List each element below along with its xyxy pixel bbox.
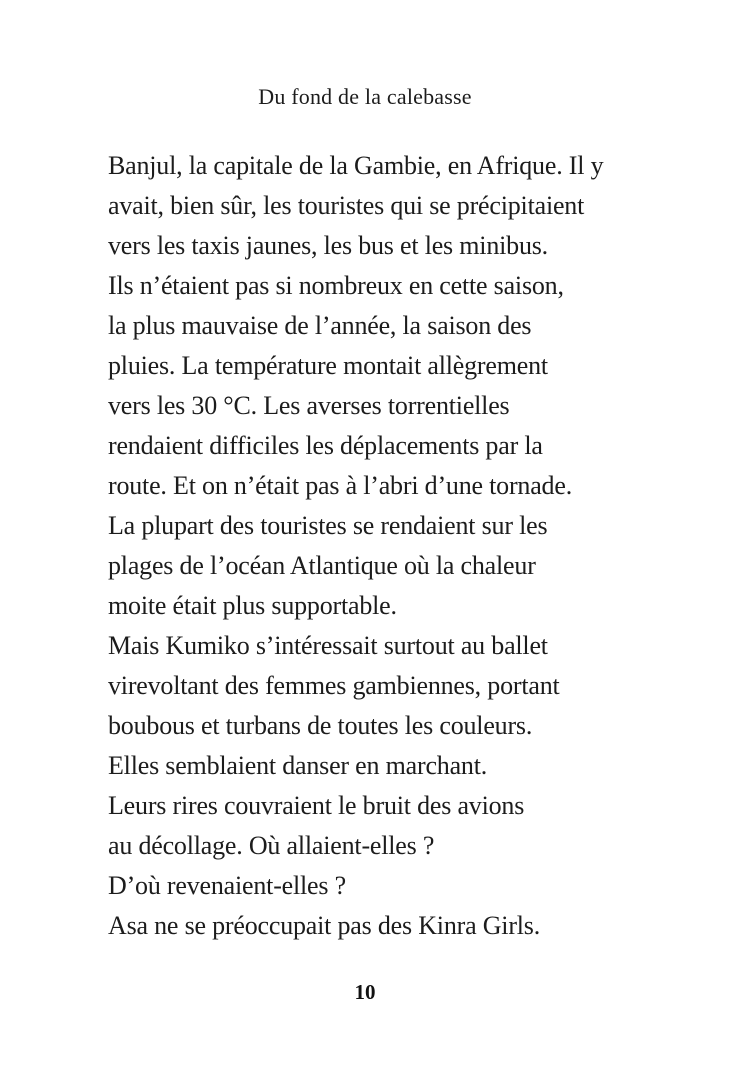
text-line: Banjul, la capitale de la Gambie, en Afrique. Il y [108,151,604,180]
running-header: Du fond de la calebasse [258,84,472,109]
page-number: 10 [354,980,376,1004]
text-line: Leurs rires couvraient le bruit des avions [108,791,525,820]
text-line: rendaient difficiles les déplacements par la [108,431,543,460]
text-line: virevoltant des femmes gambiennes, portant [108,671,560,700]
text-line: boubous et turbans de toutes les couleurs. [108,711,533,740]
text-line: avait, bien sûr, les touristes qui se précipitaient [108,191,585,220]
text-line: moite était plus supportable. [108,591,397,620]
text-line: au décollage. Où allaient-elles ? [108,831,435,860]
text-line: vers les taxis jaunes, les bus et les minibus. [108,231,548,260]
text-line: route. Et on n’était pas à l’abri d’une tornade. [108,471,572,500]
text-line: Elles semblaient danser en marchant. [108,751,488,780]
text-line: plages de l’océan Atlantique où la chaleur [108,551,536,580]
text-line: vers les 30 °C. Les averses torrentielles [108,391,510,420]
body-text [108,146,638,946]
text-line: Asa ne se préoccupait pas des Kinra Girls. [108,911,541,940]
text-line: D’où revenaient-elles ? [108,871,346,900]
text-line: pluies. La température montait allègrement [108,351,548,380]
text-line: Mais Kumiko s’intéressait surtout au ballet [108,631,548,660]
text-line: la plus mauvaise de l’année, la saison des [108,311,532,340]
text-line: La plupart des touristes se rendaient sur les [108,511,548,540]
text-line: Ils n’étaient pas si nombreux en cette saison, [108,271,564,300]
